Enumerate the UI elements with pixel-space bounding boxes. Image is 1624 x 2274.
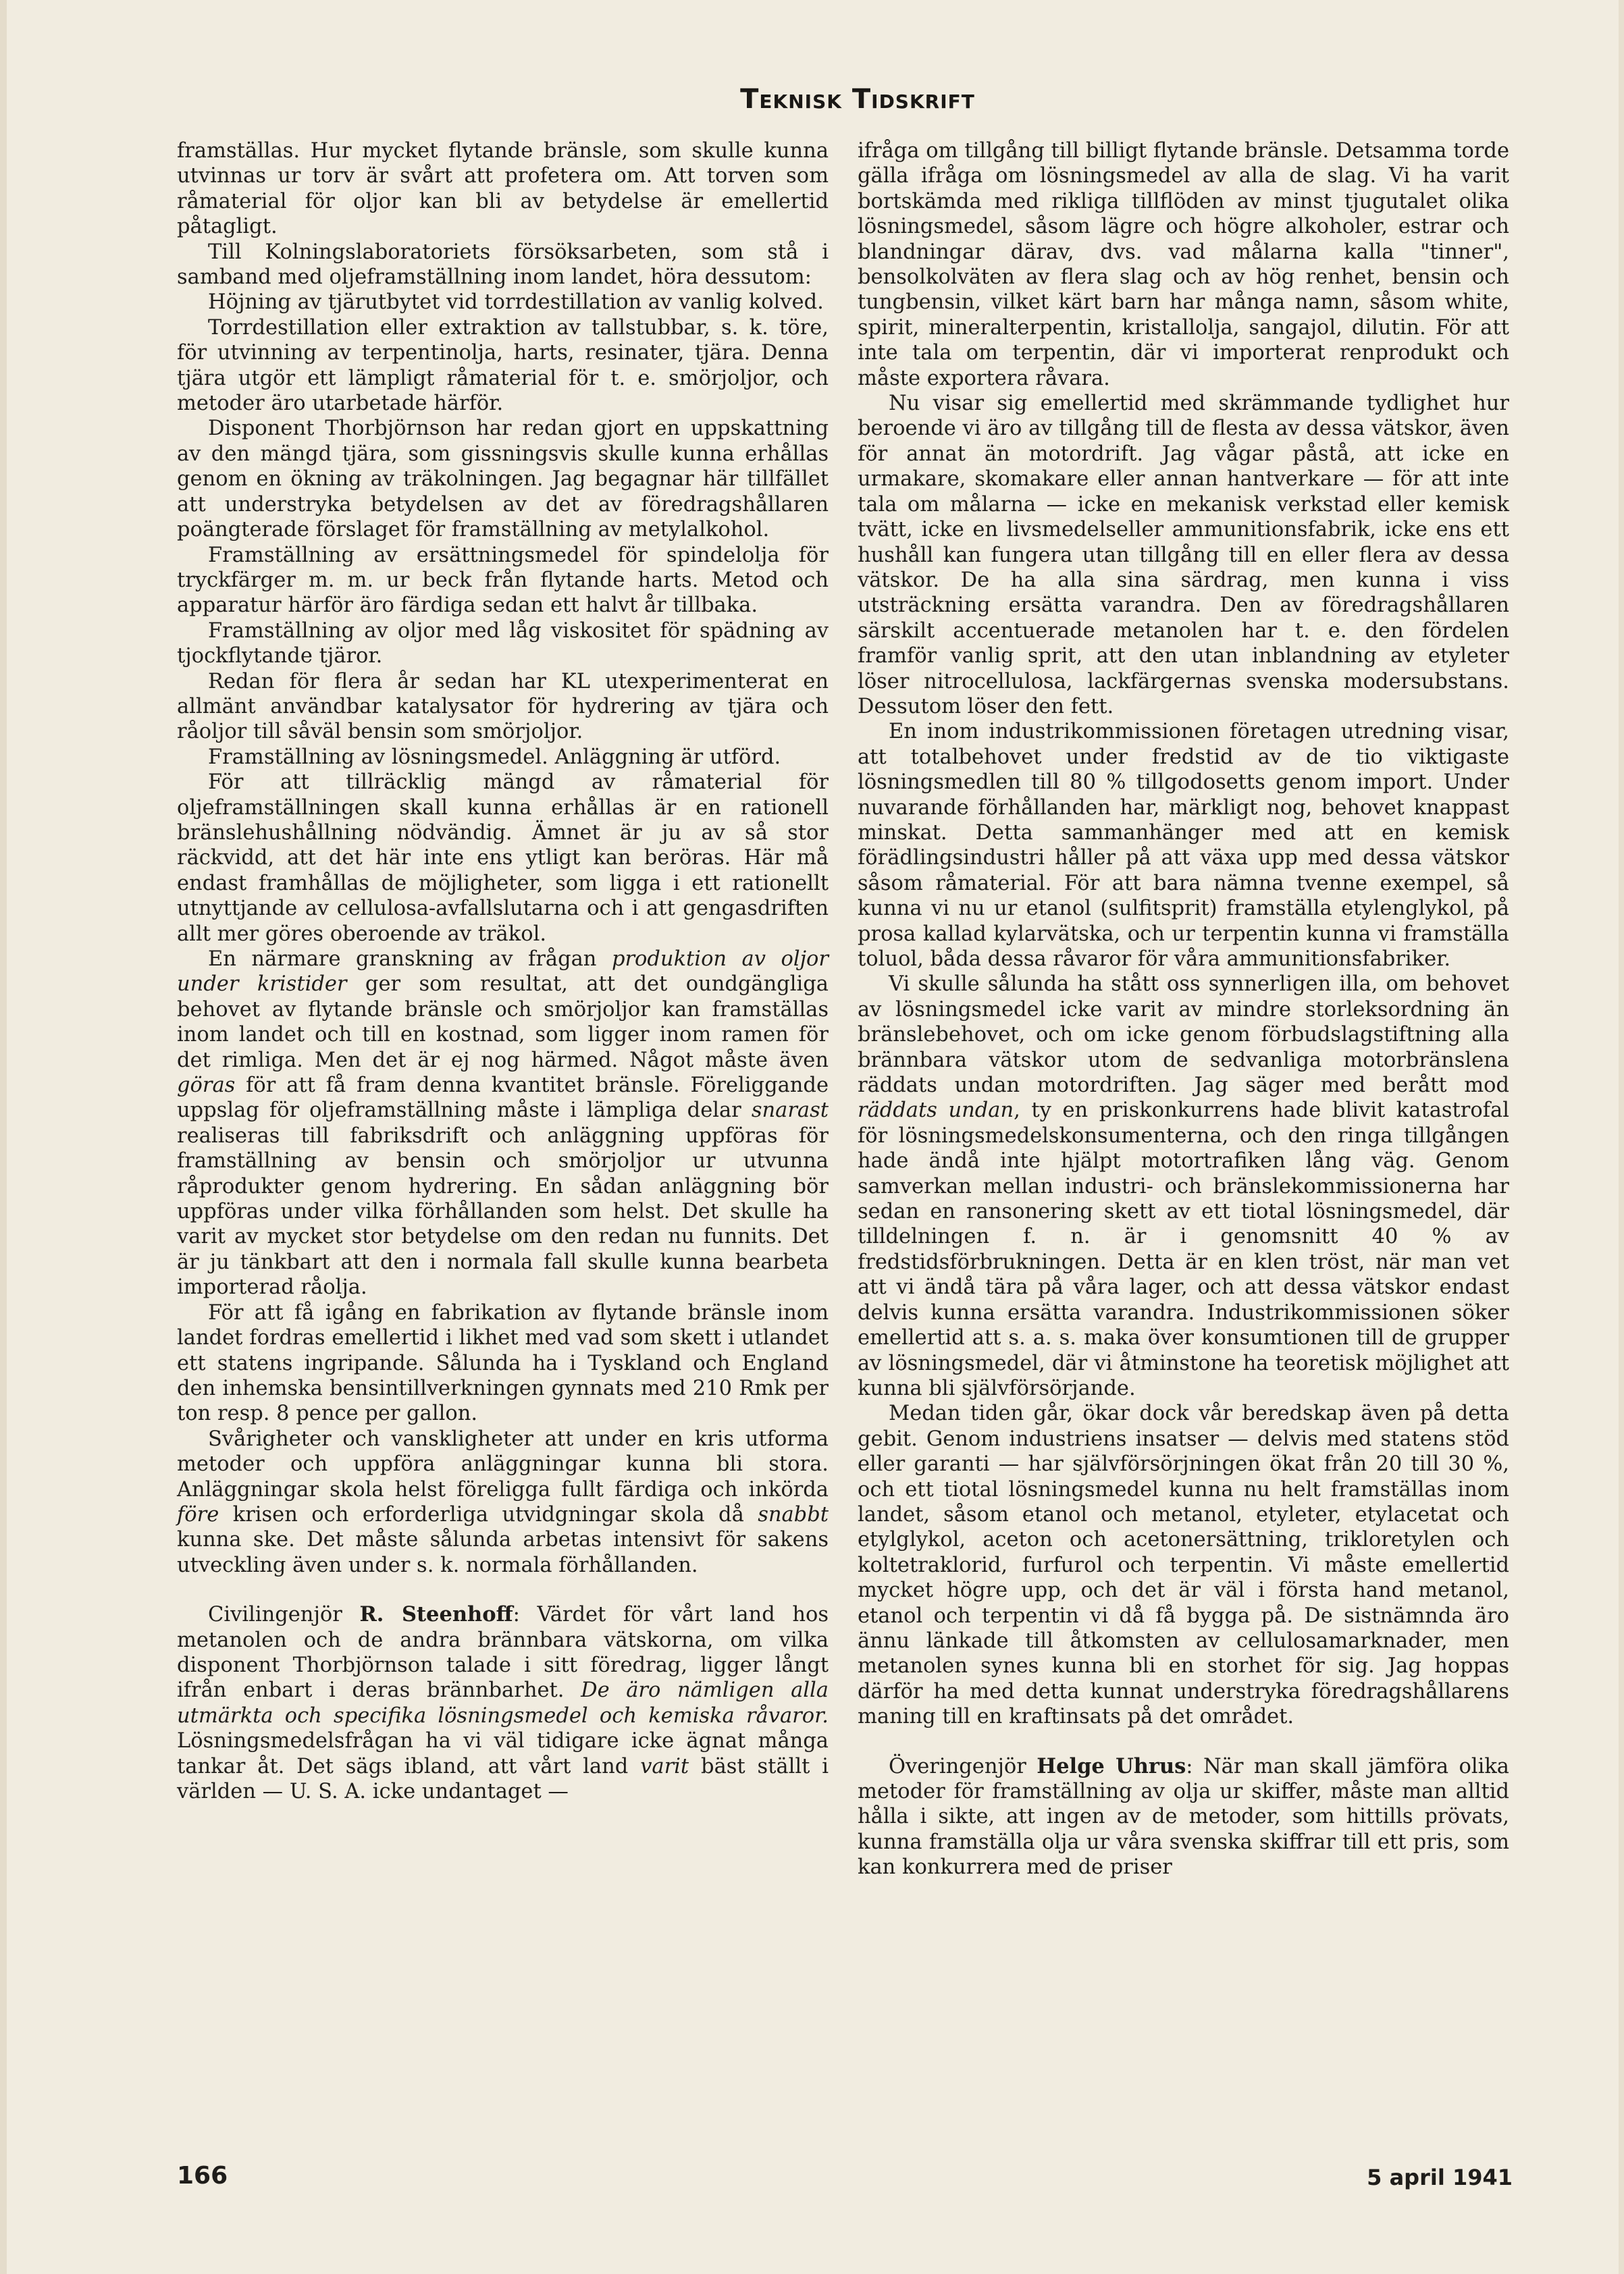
paragraph: En inom industrikommissionen företagen utredning visar, att totalbehovet under fredstid av de tio viktigaste lösningsmedlen till 80 % tillgodosetts genom import. Under nuvarande förhållanden har, märkligt nog, behovet knappast minskat. Detta sammanhänger med att en kemisk förädlingsindustri håller på att växa upp med dessa vätskor såsom råmaterial. För att bara nämna tvenne exempel, så kunna vi nu ur etanol (sulfitsprit) framställa etylenglykol, på prosa kallad kylarvätska, och ur terpentin kunna vi framställa toluol, båda dessa råvaror för våra ammunitionsfabriker.: [858, 720, 1509, 971]
page-number: 166: [177, 2162, 228, 2190]
speaker-paragraph: Överingenjör Helge Uhrus: När man skall jämföra olika metoder för framställning av olja ur skiffer, måste man alltid hålla i sikte, att ingen av de metoder, som hittills prövats, kunna framställa olja ur våra svenska skiffrar till ett pris, som kan konkurrera med de priser: [858, 1753, 1509, 1880]
paragraph: Medan tiden går, ökar dock vår beredskap även på detta gebit. Genom industriens insatser — delvis med statens stöd eller garanti — har självförsörjningen ökat från 20 till 30 %, och ett tiotal lösningsmedel kunna nu helt framställas inom landet, såsom etanol och metanol, etyleter, etylacetat och etylglykol, aceton och acetonersättning, trikloretylen och koltetraklorid, furfurol och terpentin. Vi måste emellertid mycket högre upp, och det är väl i första hand metanol, etanol och terpentin vi då få bygga på. De sistnämnda äro ännu länkade till åtkomsten av cellulosamarknader, men metanolen synes kunna bli en storhet för sig. Jag hoppas därför ha med detta kunnat understryka föredragshållarens maning till en kraftinsats på det området.: [858, 1402, 1509, 1729]
paragraph: Vi skulle sålunda ha stått oss synnerligen illa, om behovet av lösningsmedel icke varit av mindre storleksordning än bränslebehovet, och om icke genom förbudslagstiftning alla brännbara vätskor utom de sedvanliga motorbränslena räddats undan motordriften. Jag säger med berått mod räddats undan, ty en priskonkurrens hade blivit katastrofal för lösningsmedelskonsumenterna, och den ringa tillgången hade ändå inte hjälpt motortrafiken lång väg. Genom samverkan mellan industri- och bränslekommissionerna har sedan en ransonering skett av ett tiotal lösningsmedel, där tilldelningen f. n. är i genomsnitt 40 % av fredstidsförbrukningen. Detta är en klen tröst, när man vet att vi ändå tära på våra lager, och att dessa vätskor endast delvis kunna ersätta varandra. Industrikommissionen söker emellertid att s. a. s. maka över konsumtionen till de grupper av lösningsmedel, där vi åtminstone ha teoretisk möjlighet att kunna bli självförsörjande.: [858, 972, 1509, 1400]
paragraph: För att få igång en fabrikation av flytande bränsle inom landet fordras emellertid i likhet med vad som skett i utlandet ett statens ingripande. Sålunda ha i Tyskland och England den inhemska bensintillverkningen gynnats med 210 Rmk per ton resp. 8 pence per gallon.: [177, 1300, 829, 1426]
paragraph: Höjning av tjärutbytet vid torrdestillation av vanlig kolved.: [208, 290, 824, 315]
issue-date: 5 april 1941: [1367, 2165, 1513, 2190]
paragraph: Svårigheter och vanskligheter att under en kris utforma metoder och uppföra anläggningar kunna bli stora. Anläggningar skola helst föreligga fullt färdiga och inkörda före krisen och erforderliga utvidgningar skola då snabbt kunna ske. Det måste sålunda arbetas intensivt för sakens utveckling även under s. k. normala förhållanden.: [177, 1427, 829, 1577]
paragraph: Framställning av oljor med låg viskositet för spädning av tjockflytande tjäror.: [177, 618, 829, 668]
emphasis: produktion av oljor under kristider: [177, 947, 829, 997]
paragraph: En närmare granskning av frågan produktion av oljor under kristider ger som resultat, att det oundgängliga behovet av flytande bränsle och smörjoljor kan framställas inom landet och till en kostnad, som ligger inom ramen för det rimliga. Men det är ej nog härmed. Något måste även göras för att få fram denna kvantitet bränsle. Föreliggande uppslag för oljeframställning måste i lämpliga delar snarast realiseras till fabriksdrift och anläggning uppföras för framställning av bensin och smörjoljor ur utvunna råprodukter genom hydrering. En sådan anläggning bör uppföras under vilka förhållanden som helst. Det skulle ha varit av mycket stor betydelse om den redan nu funnits. Det är ju tänkbart att den i normala fall skulle kunna bearbeta importerad råolja.: [177, 947, 829, 1300]
paragraph: ifråga om tillgång till billigt flytande bränsle. Detsamma torde gälla ifråga om lösningsmedel av alla de slag. Vi ha varit bortskämda med rikliga tillflöden av minst tjugutalet olika lösningsmedel, såsom lägre och högre alkoholer, estrar och blandningar därav, dvs. vad målarna kalla "tinner", bensolkolväten av flera slag och av hög renhet, bensin och tungbensin, vilket kärt barn har många namn, såsom white, spirit, mineralterpentin, kristallolja, sangajol, dilutin. För att inte tala om terpentin, där vi importerat renprodukt och måste exportera råvara.: [858, 139, 1509, 390]
emphasis: varit: [640, 1754, 689, 1778]
speaker-name: Helge Uhrus: [1037, 1753, 1186, 1778]
paragraph: Framställning av ersättningsmedel för spindelolja för tryckfärger m. m. ur beck från flytande harts. Metod och apparatur härför äro färdiga sedan ett halvt år tillbaka.: [177, 543, 829, 618]
right-column: [858, 138, 1509, 1880]
speaker-name: R. Steenhoff: [359, 1602, 513, 1627]
paragraph: Till Kolningslaboratoriets försöksarbeten, som stå i samband med oljeframställning inom landet, höra dessutom:: [177, 240, 829, 290]
paragraph: Redan för flera år sedan har KL utexperimenterat en allmänt användbar katalysator för hydrering av tjära och råoljor till såväl bensin som smörjoljor.: [177, 669, 829, 744]
speaker-paragraph: Civilingenjör R. Steenhoff: Värdet för vårt land hos metanolen och de andra brännbara vätskorna, om vilka disponent Thorbjörnson talade i sitt föredrag, ligger långt ifrån enbart i deras brännbarhet. De äro nämligen alla utmärkta och specifika lösningsmedel och kemiska råvaror. Lösningsmedelsfrågan ha vi väl tidigare icke ägnat många tankar åt. Det sägs ibland, att vårt land varit bäst ställt i världen — U. S. A. icke undantaget —: [177, 1602, 829, 1803]
emphasis: snarast: [751, 1099, 829, 1123]
emphasis: göras: [177, 1074, 236, 1098]
emphasis: snabbt: [758, 1502, 829, 1527]
emphasis: De äro nämligen alla utmärkta och specifika lösningsmedel och kemiska råvaror.: [177, 1678, 829, 1728]
paragraph: framställas. Hur mycket flytande bränsle, som skulle kunna utvinnas ur torv är svårt att profetera om. Att torven som råmaterial för oljor kan bli av betydelse är emellertid påtagligt.: [177, 139, 829, 239]
journal-title: Teknisk Tidskrift: [740, 84, 975, 115]
emphasis: räddats undan: [858, 1099, 1014, 1123]
emphasis: före: [177, 1502, 219, 1527]
paragraph: För att tillräcklig mängd av råmaterial för oljeframställningen skall kunna erhållas är en rationell bränslehushållning nödvändig. Ämnet är ju av så stor räckvidd, att det här inte ens ytligt kan beröras. Här må endast framhållas de möjligheter, som ligga i ett rationellt utnyttjande av cellulosa-avfallslutarna och i att gengasdriften allt mer göres oberoende av träkol.: [177, 770, 829, 946]
left-column: [177, 138, 829, 1804]
paragraph: Disponent Thorbjörnson har redan gjort en uppskattning av den mängd tjära, som gissningsvis skulle kunna erhållas genom en ökning av träkolningen. Jag begagnar här tillfället att understryka betydelsen av det av föredragshållaren poängterade förslaget för framställning av metylalkohol.: [177, 417, 829, 542]
paragraph: Framställning av lösningsmedel. Anläggning är utförd.: [208, 745, 781, 769]
paragraph: Torrdestillation eller extraktion av tallstubbar, s. k. töre, för utvinning av terpentinolja, harts, resinater, tjära. Denna tjära utgör ett lämpligt råmaterial för t. e. smörjoljor, och metoder äro utarbetade härför.: [177, 315, 829, 416]
paragraph: Nu visar sig emellertid med skrämmande tydlighet hur beroende vi äro av tillgång till de flesta av dessa vätskor, även för annat än motordrift. Jag vågar påstå, att icke en urmakare, skomakare eller annan hantverkare — för att inte tala om målarna — icke en mekanisk verkstad eller kemisk tvätt, icke en livsmedelseller ammunitionsfabrik, icke ens ett hushåll kan fungera utan tillgång till en eller flera av dessa vätskor. De ha alla sina särdrag, men kunna i viss utsträckning ersätta varandra. Den av föredragshållaren särskilt accentuerade metanolen har t. e. den fördelen framför vanlig sprit, att den utan inblandning av etyleter löser nitrocellulosa, lackfärgernas svenska modersubstans. Dessutom löser den fett.: [858, 392, 1509, 718]
